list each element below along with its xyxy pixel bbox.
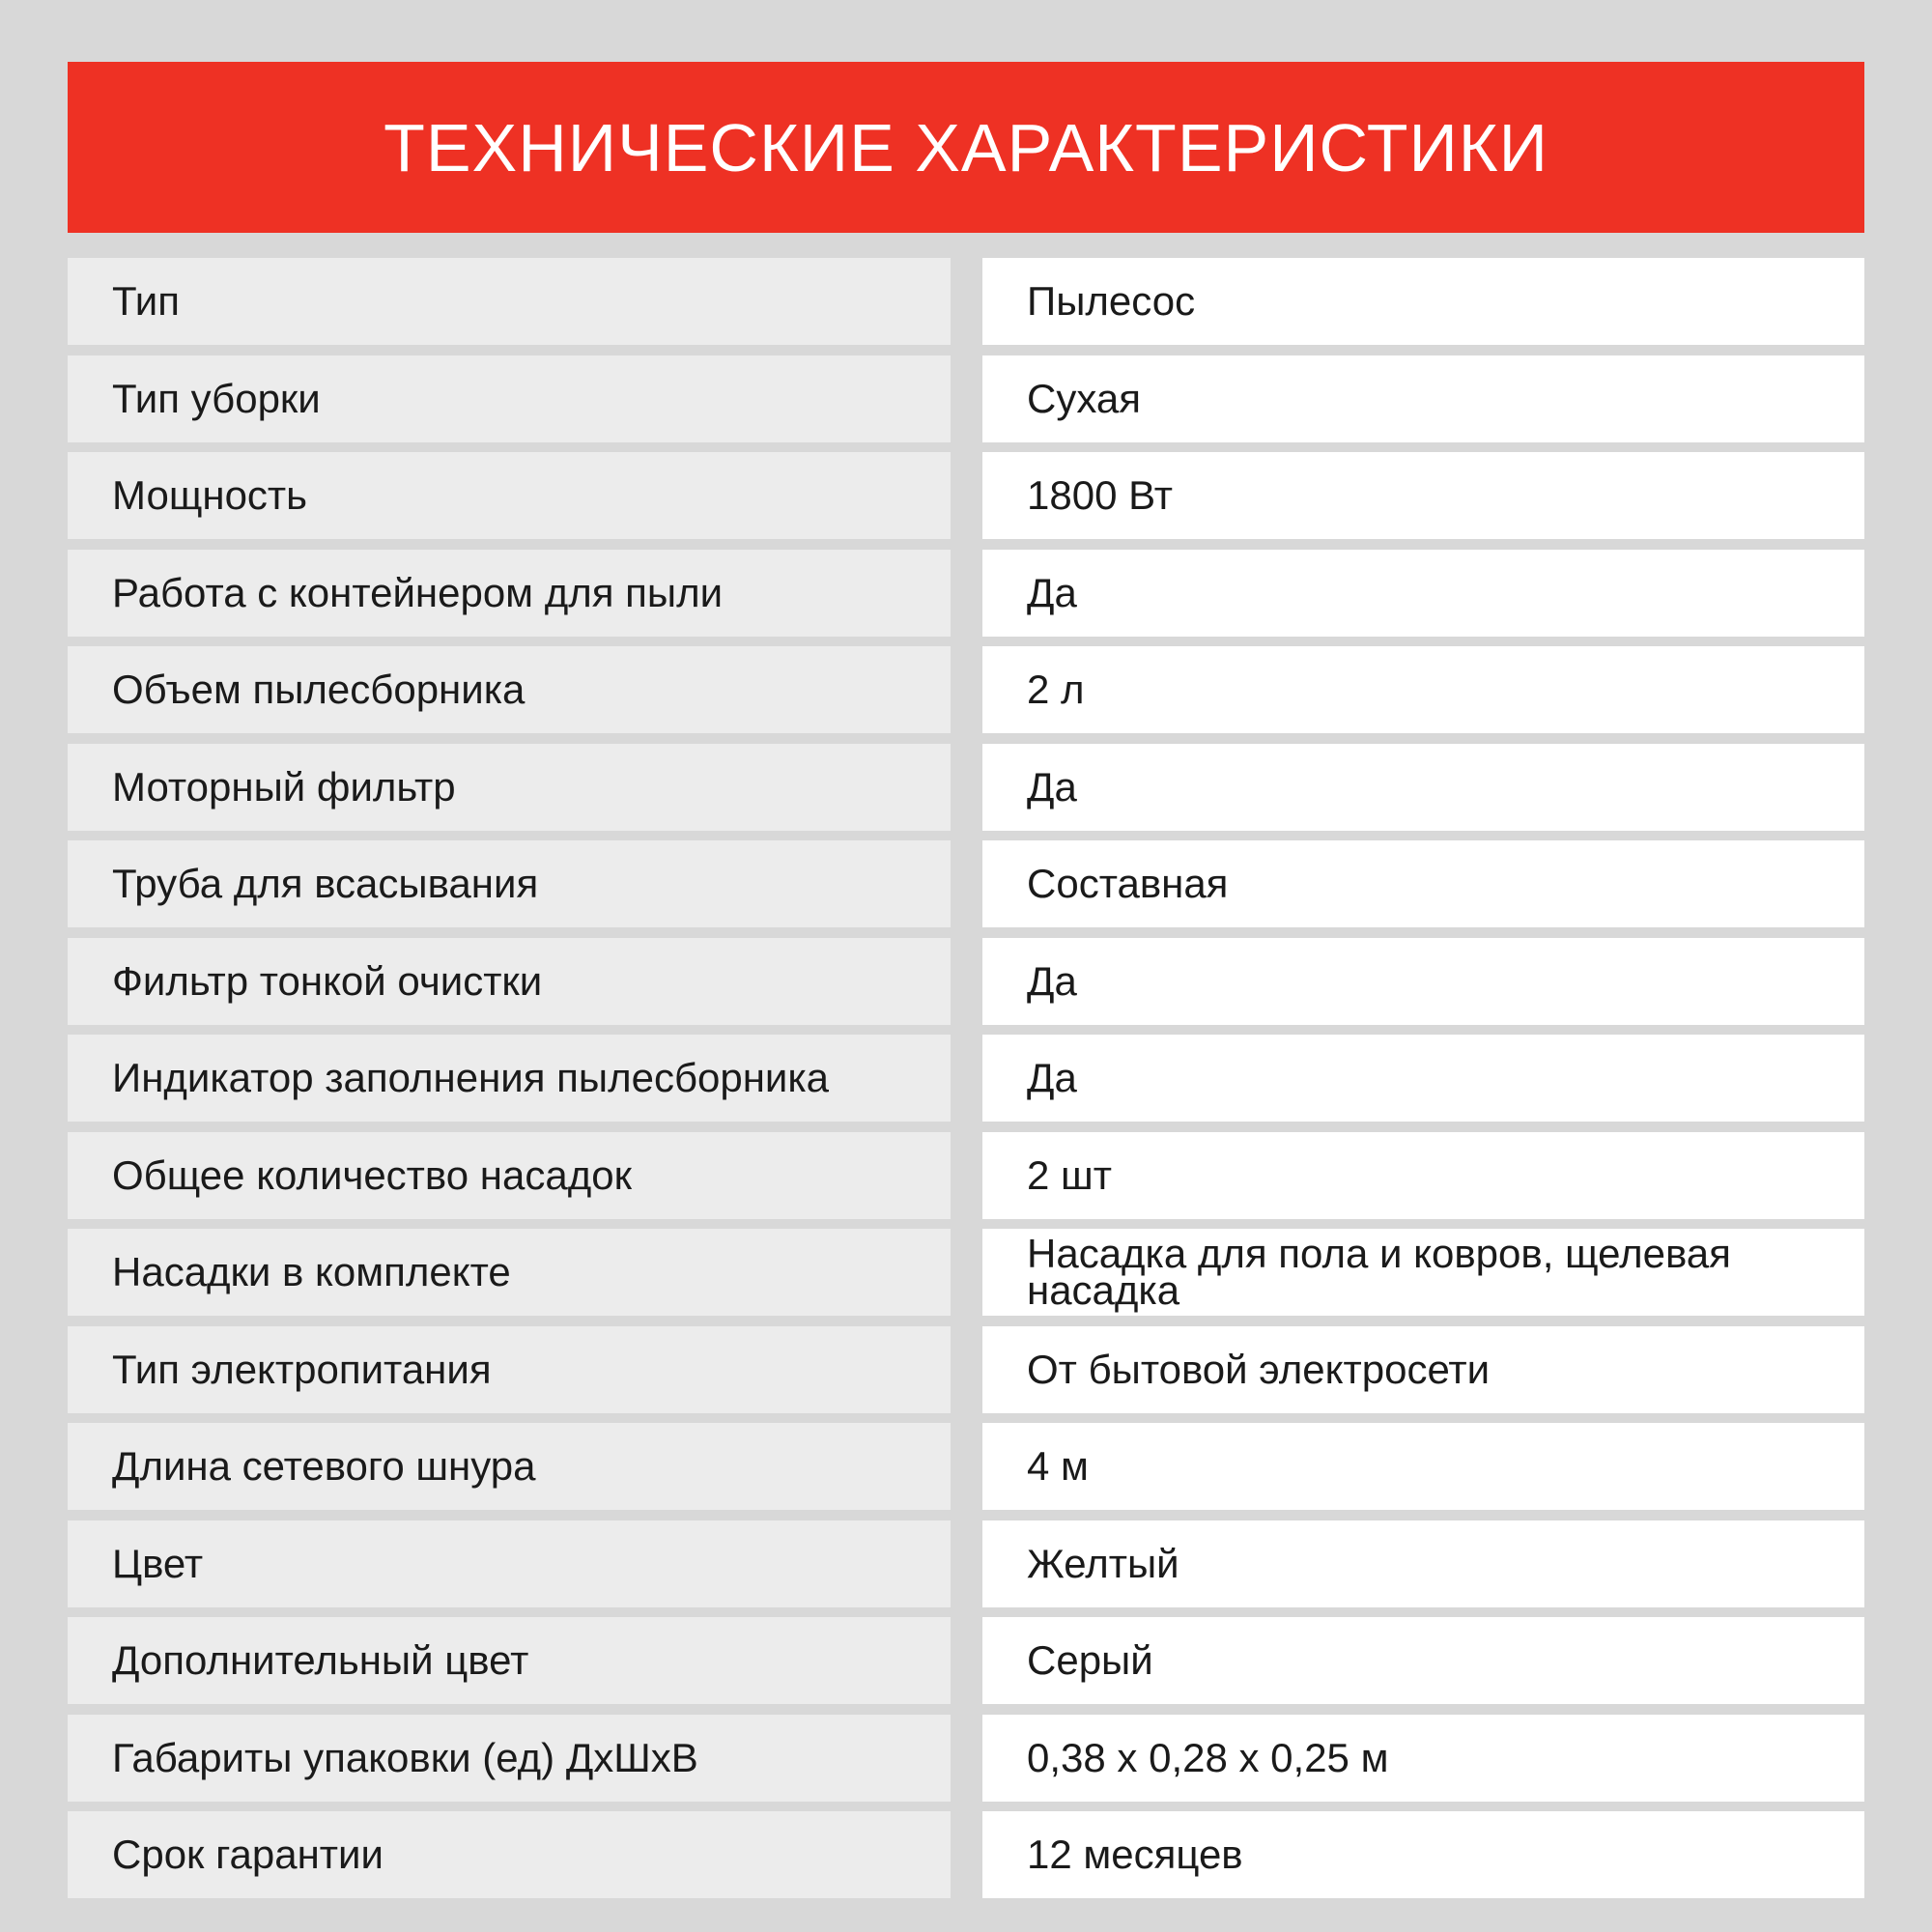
spec-value: 12 месяцев (982, 1811, 1864, 1898)
spec-value: Серый (982, 1617, 1864, 1704)
spec-label: Тип электропитания (68, 1326, 951, 1413)
spec-value: Да (982, 744, 1864, 831)
spec-label: Насадки в комплекте (68, 1229, 951, 1316)
spec-label: Моторный фильтр (68, 744, 951, 831)
spec-row (68, 1715, 1864, 1802)
spec-label: Тип (68, 258, 951, 345)
spec-row (68, 452, 1864, 539)
spec-value: Желтый (982, 1520, 1864, 1607)
spec-label: Габариты упаковки (ед) ДхШхВ (68, 1715, 951, 1802)
spec-label: Мощность (68, 452, 951, 539)
spec-value: От бытовой электросети (982, 1326, 1864, 1413)
spec-value: Сухая (982, 355, 1864, 442)
spec-row (68, 840, 1864, 927)
spec-row (68, 1520, 1864, 1607)
spec-row (68, 1229, 1864, 1316)
spec-label: Длина сетевого шнура (68, 1423, 951, 1510)
spec-row (68, 646, 1864, 733)
spec-row (68, 1035, 1864, 1122)
spec-row (68, 1811, 1864, 1898)
spec-row (68, 1617, 1864, 1704)
page-title: ТЕХНИЧЕСКИЕ ХАРАКТЕРИСТИКИ (384, 109, 1548, 185)
spec-row (68, 744, 1864, 831)
spec-value: Пылесос (982, 258, 1864, 345)
spec-row (68, 355, 1864, 442)
spec-row (68, 1326, 1864, 1413)
spec-row (68, 938, 1864, 1025)
spec-label: Общее количество насадок (68, 1132, 951, 1219)
spec-row (68, 550, 1864, 637)
spec-value: 2 шт (982, 1132, 1864, 1219)
spec-value: 0,38 x 0,28 x 0,25 м (982, 1715, 1864, 1802)
spec-label: Объем пылесборника (68, 646, 951, 733)
spec-label: Тип уборки (68, 355, 951, 442)
spec-row (68, 1423, 1864, 1510)
spec-label: Цвет (68, 1520, 951, 1607)
spec-value: 4 м (982, 1423, 1864, 1510)
spec-value: 1800 Вт (982, 452, 1864, 539)
spec-label: Труба для всасывания (68, 840, 951, 927)
spec-label: Срок гарантии (68, 1811, 951, 1898)
spec-row (68, 258, 1864, 345)
spec-value: 2 л (982, 646, 1864, 733)
spec-label: Работа с контейнером для пыли (68, 550, 951, 637)
spec-value: Да (982, 938, 1864, 1025)
spec-header (68, 62, 1864, 233)
spec-label: Фильтр тонкой очистки (68, 938, 951, 1025)
spec-value: Да (982, 1035, 1864, 1122)
spec-value: Да (982, 550, 1864, 637)
spec-value: Насадка для пола и ковров, щелевая насадка (982, 1229, 1864, 1316)
spec-row (68, 1132, 1864, 1219)
spec-label: Индикатор заполнения пылесборника (68, 1035, 951, 1122)
spec-value: Составная (982, 840, 1864, 927)
spec-label: Дополнительный цвет (68, 1617, 951, 1704)
